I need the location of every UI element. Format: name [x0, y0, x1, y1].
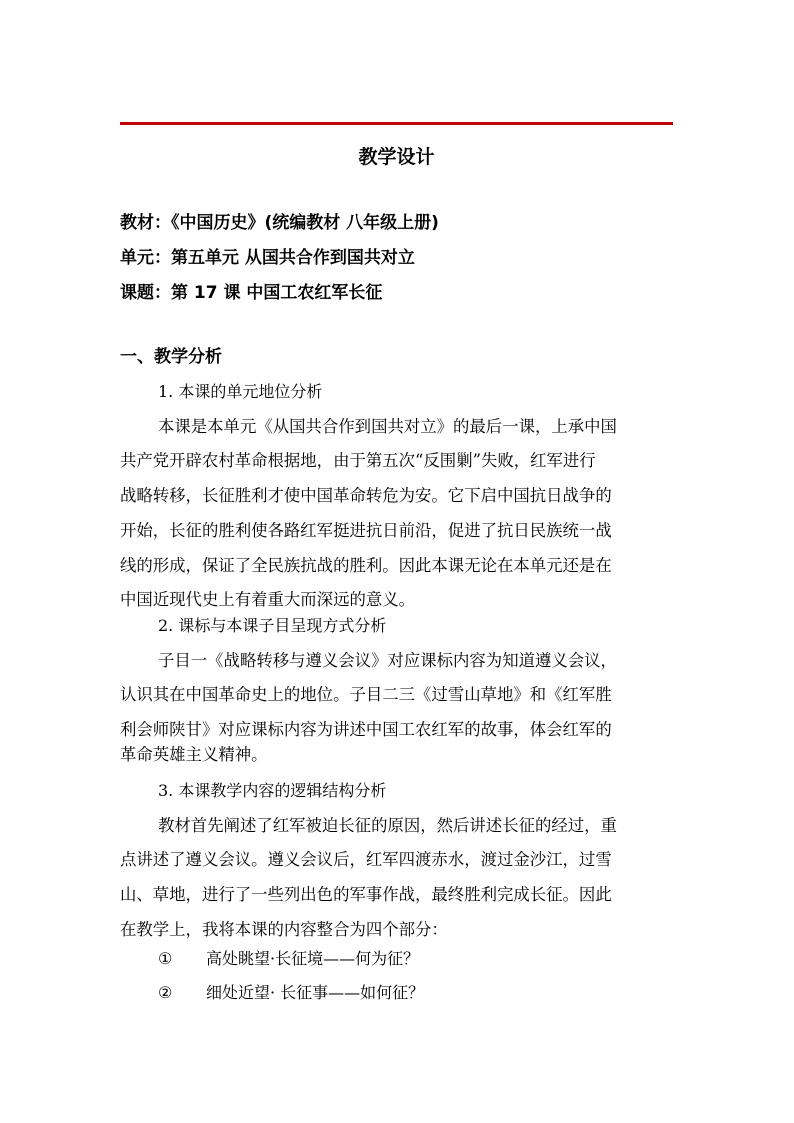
subsection-heading-unit-position: 1. 本课的单元地位分析: [158, 382, 323, 401]
list-item: [158, 979, 424, 1007]
paragraph-line: 开始，长征的胜利使各路红军挺进抗日前沿，促进了抗日民族统一战: [120, 521, 612, 540]
paragraph-line: 利会师陕甘》对应课标内容为讲述中国工农红军的故事，体会红军的: [120, 720, 612, 739]
paragraph-line: 教材首先阐述了红军被迫长征的原因，然后讲述长征的经过，重: [158, 816, 617, 835]
paragraph-line: 革命英雄主义精神。: [120, 745, 268, 764]
paragraph-line: 认识其在中国革命史上的地位。子目二三《过雪山草地》和《红军胜: [120, 685, 612, 704]
header-rule: [120, 122, 673, 125]
paragraph-line: 本课是本单元《从国共合作到国共对立》的最后一课，上承中国: [158, 417, 617, 436]
paragraph-line: 线的形成，保证了全民族抗战的胜利。因此本课无论在本单元还是在: [120, 556, 612, 575]
paragraph-line: 战略转移，长征胜利才使中国革命转危为安。它下启中国抗日战争的: [120, 486, 612, 505]
paragraph-line: 中国近现代史上有着重大而深远的意义。: [120, 590, 416, 609]
lesson-line: 课题：第 17 课 中国工农红军长征: [120, 283, 383, 303]
paragraph-line: 共产党开辟农村革命根据地，由于第五次“反围剿”失败，红军进行: [120, 451, 596, 470]
list-item-number: ①: [158, 949, 173, 968]
paragraph-line: 在教学上，我将本课的内容整合为四个部分：: [120, 920, 448, 939]
subsection-heading-curriculum: 2. 课标与本课子目呈现方式分析: [158, 616, 387, 635]
paragraph-line: 子目一《战略转移与遵义会议》对应课标内容为知道遵义会议，: [158, 651, 617, 670]
section-heading-teaching-analysis: 一、教学分析: [120, 347, 222, 367]
list-item: [158, 945, 419, 973]
paragraph-line: 点讲述了遵义会议。遵义会议后，红军四渡赤水，渡过金沙江，过雪: [120, 850, 612, 869]
list-item-number: ②: [158, 983, 173, 1002]
subsection-heading-logic: 3. 本课教学内容的逻辑结构分析: [158, 781, 387, 800]
page-title: 教学设计: [358, 146, 435, 168]
textbook-line: 教材：《中国历史》(统编教材 八年级上册): [120, 213, 439, 233]
list-item-text: 细处近望· 长征事——如何征？: [206, 983, 425, 1002]
list-item-text: 高处眺望·长征境——何为征？: [206, 949, 420, 968]
paragraph-line: 山、草地，进行了一些列出色的军事作战，最终胜利完成长征。因此: [120, 885, 612, 904]
unit-line: 单元：第五单元 从国共合作到国共对立: [120, 248, 415, 268]
